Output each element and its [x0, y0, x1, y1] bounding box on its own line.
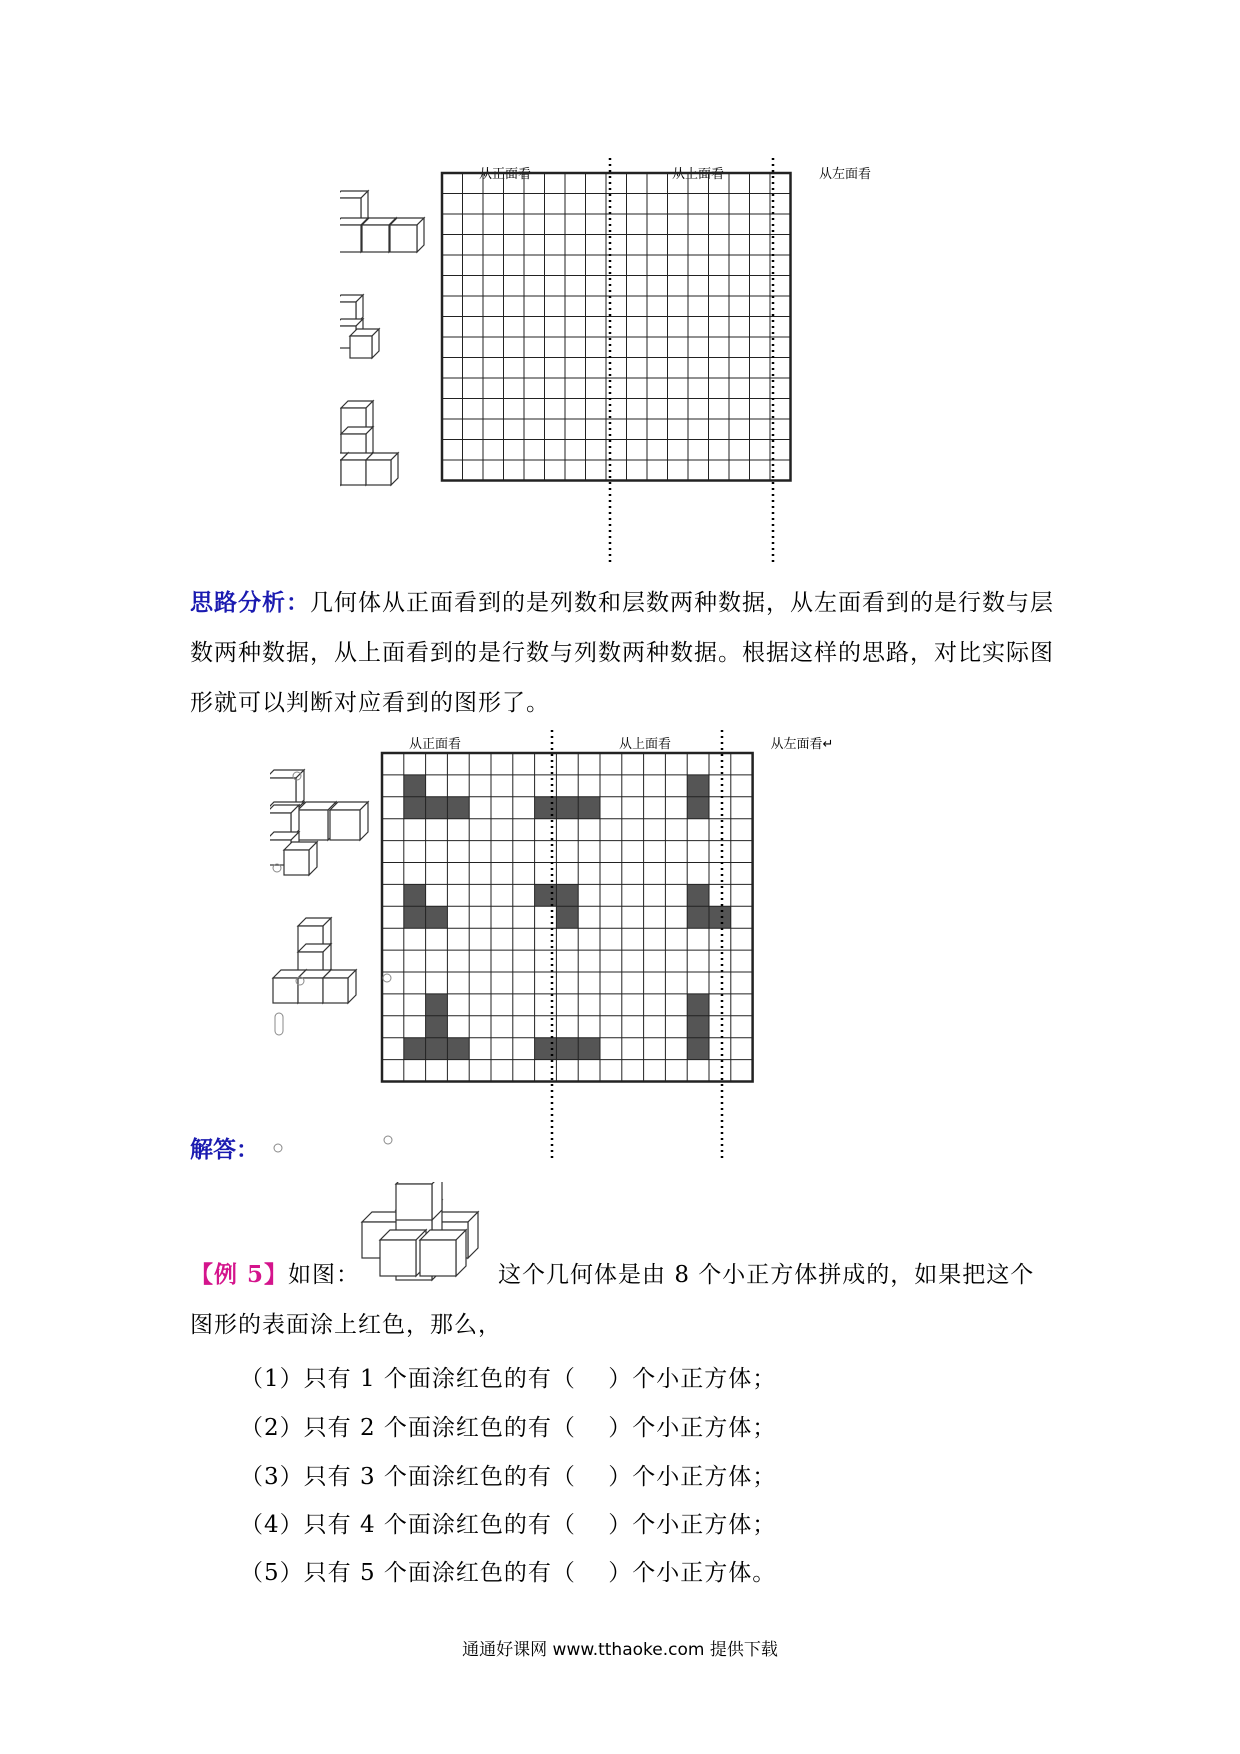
question-3: （3）只有 3 个面涂红色的有（ ）个小正方体； [240, 1464, 777, 1490]
cube [362, 225, 389, 252]
shaded-cell [687, 1016, 709, 1038]
shaded-cell [404, 775, 426, 797]
shaded-cell [687, 994, 709, 1016]
figure-1-grid [442, 173, 791, 481]
cube [340, 225, 361, 252]
shaded-cell [687, 884, 709, 906]
shaded-cell [556, 884, 578, 906]
figure-1-label-top: 从上面看 [671, 167, 725, 182]
figure-2-shaded-cells [404, 775, 731, 1060]
cube [366, 460, 391, 485]
figure-2-solid-3-icon [273, 918, 356, 1003]
shaded-cell [426, 1016, 448, 1038]
cube [396, 1184, 432, 1220]
figure-2-label-front: 从正面看 [408, 737, 462, 752]
question-2: （2）只有 2 个面涂红色的有（ ）个小正方体； [240, 1415, 777, 1441]
cube [273, 978, 298, 1003]
cube [341, 460, 366, 485]
shaded-cell [447, 1038, 469, 1060]
example-5-text-1: 这个几何体是由 8 个小正方体拼成的，如果把这个 [498, 1262, 1035, 1288]
shaded-cell [426, 994, 448, 1016]
shaded-cell [556, 797, 578, 819]
cube [298, 810, 328, 840]
shaded-cell [404, 797, 426, 819]
shaded-cell [556, 906, 578, 928]
shaded-cell [687, 1038, 709, 1060]
cube [284, 850, 309, 875]
shaded-cell [556, 1038, 578, 1060]
figure-1-solid-2-icon [340, 295, 379, 358]
figure-1-solid-1-icon [340, 191, 424, 252]
question-4: （4）只有 4 个面涂红色的有（ ）个小正方体； [240, 1512, 777, 1538]
cube [323, 978, 348, 1003]
figure-2-label-left: 从左面看↵ [770, 737, 834, 752]
question-1: （1）只有 1 个面涂红色的有（ ）个小正方体； [240, 1366, 777, 1392]
shaded-cell [578, 1038, 600, 1060]
shaded-cell [404, 1038, 426, 1060]
analysis-paragraph [190, 578, 1060, 728]
footer-credit: 通通好课网 www.tthaoke.com 提供下载 [462, 1640, 778, 1660]
shaded-cell [578, 797, 600, 819]
shaded-cell [687, 797, 709, 819]
example-5-prefix: 如图： [288, 1262, 361, 1288]
cube [298, 978, 323, 1003]
figure-2-views-answer [270, 728, 860, 1168]
example-5-line-1 [190, 1250, 1060, 1300]
grid-border [442, 173, 791, 481]
cube [330, 810, 360, 840]
shaded-cell [426, 1038, 448, 1060]
analysis-text: 几何体从正面看到的是列数和层数两种数据，从左面看到的是行数与层数两种数据，从上面看到的是行数与列数两种数据。根据这样的思路，对比实际图形就可以判断对应看到的图形了。 [190, 590, 1054, 716]
shaded-cell [709, 906, 731, 928]
analysis-label: 思路分析： [190, 589, 310, 616]
question-5: （5）只有 5 个面涂红色的有（ ）个小正方体。 [240, 1560, 777, 1586]
example-5-text-2: 图形的表面涂上红色，那么， [190, 1312, 502, 1338]
figure-1-solid-3-icon [340, 401, 398, 485]
cube [350, 336, 372, 358]
shaded-cell [687, 775, 709, 797]
shaded-cell [426, 906, 448, 928]
figure-1-label-left: 从左面看 [818, 167, 872, 182]
answer-label: 解答： [190, 1136, 259, 1163]
shaded-cell [687, 906, 709, 928]
shaded-cell [404, 906, 426, 928]
shaded-cell [447, 797, 469, 819]
shaded-cell [404, 884, 426, 906]
example-5-label: 【例 5】 [190, 1261, 289, 1288]
figure-1-label-front: 从正面看 [478, 167, 532, 182]
example-5-line-2 [190, 1300, 1060, 1350]
shaded-cell [426, 797, 448, 819]
figure-1-views-blank [340, 150, 910, 570]
figure-2-label-top: 从上面看 [618, 737, 672, 752]
cube [390, 225, 417, 252]
